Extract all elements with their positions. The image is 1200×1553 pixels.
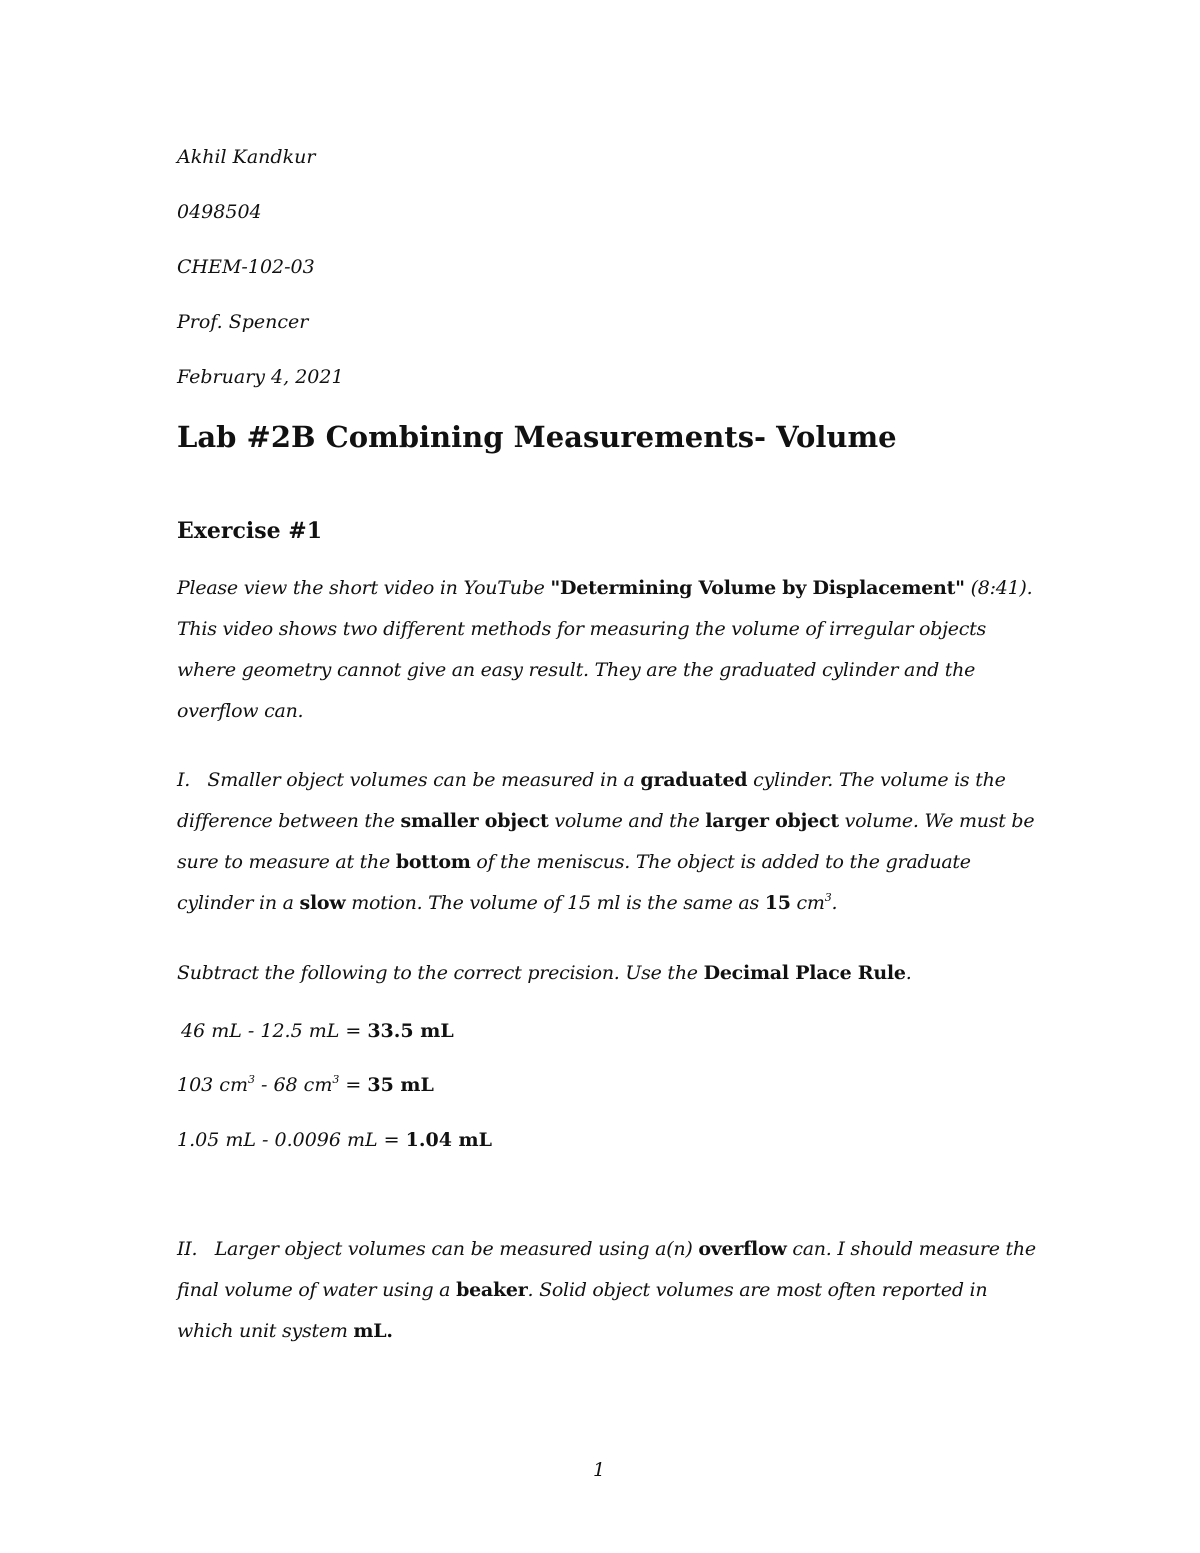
video-title: "Determining Volume by Displacement" <box>550 577 965 599</box>
section-numeral: II. <box>177 1238 198 1260</box>
page-number: 1 <box>593 1459 606 1481</box>
equation-answer: 1.04 mL <box>405 1129 492 1151</box>
equation-2: 103 $cm^3 - 68$ $cm^3 = 35$ mL <box>177 1073 434 1096</box>
subtract-instruction: Subtract the following to the correct precision. Use the Decimal Place Rule. <box>177 962 912 984</box>
report-date: February 4, 2021 <box>177 366 344 388</box>
lab-title: Lab #2B Combining Measurements- Volume <box>177 420 897 454</box>
student-name: Akhil Kandkur <box>177 146 316 168</box>
equation-answer: 35 mL <box>367 1074 434 1096</box>
professor-name: Prof. Spencer <box>177 311 309 333</box>
equation-1: 46 mL - 12.5 mL = 33.5 mL <box>181 1020 454 1042</box>
intro-paragraph: Please view the short video in YouTube "Determining Volume by Displacement" (8:41). This video shows two different methods for measuring the volume of irregular objects where geometry cannot give an easy result. They are the graduated cylinder and the overflow can. <box>177 577 1033 722</box>
section-two-paragraph: II. Larger object volumes can be measured using a(n) overflow can. I should measure the final volume of water using a beaker. Solid object volumes are most often reported in which unit system mL. <box>177 1238 1036 1342</box>
equation-3: 1.05 mL - 0.0096 mL = 1.04 mL <box>177 1129 492 1151</box>
equation-answer: 33.5 mL <box>367 1020 454 1042</box>
section-one-paragraph: I. Smaller object volumes can be measured in a graduated cylinder. The volume is the difference between the smaller object volume and the larger object volume. We must be sure to measure at the bottom of the meniscus. The object is added to the graduate cylinder in a slow motion. The volume of 15 ml is the same as 15 $cm^3$. <box>177 769 1035 914</box>
course-code: CHEM-102-03 <box>177 256 315 278</box>
student-id: 0498504 <box>177 201 262 223</box>
section-numeral: I. <box>177 769 191 791</box>
exercise-heading: Exercise #1 <box>177 518 323 544</box>
